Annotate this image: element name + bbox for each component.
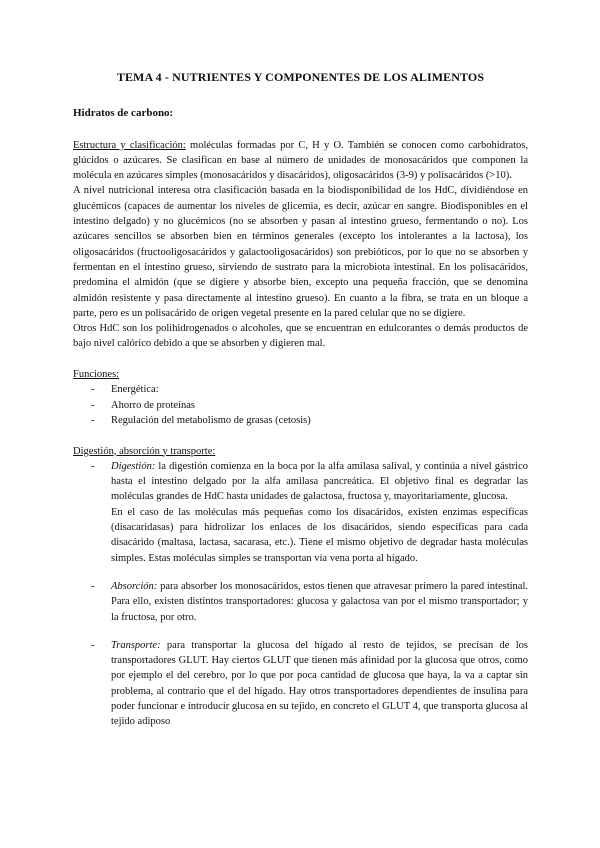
digestion-item: - Digestión: la digestión comienza en la boca por la alfa amilasa salival, y continúa a nivel gástrico hasta el intestino delgado por la alfa amilasa pancreática. El objetivo final es degradar las moléculas grandes de HdC hasta unidades de galactosa, fructosa y, mayoritariamente, glucosa. En el caso de las moléculas más pequeñas como los disacáridos, existen enzimas específicas (disacaridasas) para hidrolizar los enlaces de los disacáridos, siendo específicas para cada disacárido (maltasa, lactasa, sacarasa, etc.). Tiene el mismo objetivo de degradar hasta moléculas simples. Estas moléculas simples se transportan vía vena porta al hígado. bbox=[73, 459, 528, 566]
polyols-paragraph: Otros HdC son los polihidrogenados o alcoholes, que se encuentran en edulcorantes o demás productos de bajo nivel calórico debido a que se absorben y digieren mal. bbox=[73, 323, 528, 350]
digestion-heading: Digestión, absorción y transporte: bbox=[73, 445, 216, 457]
functions-list bbox=[73, 382, 528, 428]
structure-text: moléculas formadas por C, H y O. También se conocen como carbohidratos, glúcidos o azúcares. Se clasifican en base al número de unidades de monosacáridos que componen la molécula en azúcares simples (monosacáridos y disacáridos), oligosacáridos (3-9) y polisacáridos (>10). bbox=[73, 139, 528, 182]
functions-heading: Funciones: bbox=[73, 369, 120, 381]
function-item: - Ahorro de proteínas bbox=[91, 399, 195, 411]
digestion-list bbox=[73, 459, 528, 730]
digestion-label: Digestión: bbox=[111, 460, 156, 472]
transport-label: Transporte: bbox=[111, 639, 161, 651]
absorption-item: - Absorción: para absorber los monosacáridos, estos tienen que atravesar primero la pared intestinal. Para ello, existen distintos transportadores: glucosa y galactosa van por el mismo transportador; y la fructosa, por otro. bbox=[91, 580, 528, 623]
document-title: TEMA 4 - NUTRIENTES Y COMPONENTES DE LOS ALIMENTOS bbox=[116, 70, 485, 84]
section-heading: Hidratos de carbono: bbox=[73, 107, 174, 120]
function-item: - Energética: bbox=[91, 384, 159, 396]
structure-paragraph bbox=[73, 138, 528, 184]
bioavailability-paragraph: A nivel nutricional interesa otra clasificación basada en la biodisponibilidad de los HdC, dividiéndose en glucémicos (capaces de aumentar los niveles de glicemia, es decir, azúcar en sangre. Biodisponibles en el intestino delgado) y no glucémicos (no se absorben y pasan al intestino grueso, fermentando o no). Los azúcares sencillos se absorben bien en términos generales (excepto los intolerantes a la lactosa), los oligosacáridos (fructooligosacáridos y galactooligosacáridos) son prebióticos, por lo que no se absorben y fermentan en el intestino grueso, sirviendo de sustrato para la microbiota intestinal. En los polisacáridos, predomina el almidón (que se digiere y absorbe bien, excepto una pequeña fracción, que se denomina almidón resistente y pasa directamente al intestino grueso). En cuanto a la fibra, se trata en un bloque a parte, pero es un polisacárido de origen vegetal presente en la pared celular que no se digiere. bbox=[73, 185, 528, 319]
disaccharides-paragraph: En el caso de las moléculas más pequeñas como los disacáridos, existen enzimas específicas (disacaridasas) para hidrolizar los enlaces de los disacáridos, siendo específicas para cada disacárido (maltasa, lactasa, sacarasa, etc.). Tiene el mismo objetivo de degradar hasta moléculas simples. Estas moléculas simples se transportan vía vena porta al hígado. bbox=[111, 506, 528, 564]
document-body bbox=[73, 70, 528, 730]
absorption-label: Absorción: bbox=[111, 580, 158, 592]
structure-label: Estructura y clasificación: bbox=[73, 139, 186, 151]
transport-item: - Transporte: para transportar la glucosa del hígado al resto de tejidos, se precisan de los transportadores GLUT. Hay ciertos GLUT que tienen más afinidad por la glucosa que otros, como por ejemplo el del cerebro, por lo que por poca cantidad de glucosa que haya, la va a captar sin problema, al contrario que el del hígado. Hay otros transportadores dependientes de insulina para poder funcionar e introducir glucosa en su tejido, en concreto el GLUT 4, que transporta glucosa al tejido adiposo bbox=[91, 639, 528, 728]
function-item: - Regulación del metabolismo de grasas (cetosis) bbox=[91, 414, 311, 426]
